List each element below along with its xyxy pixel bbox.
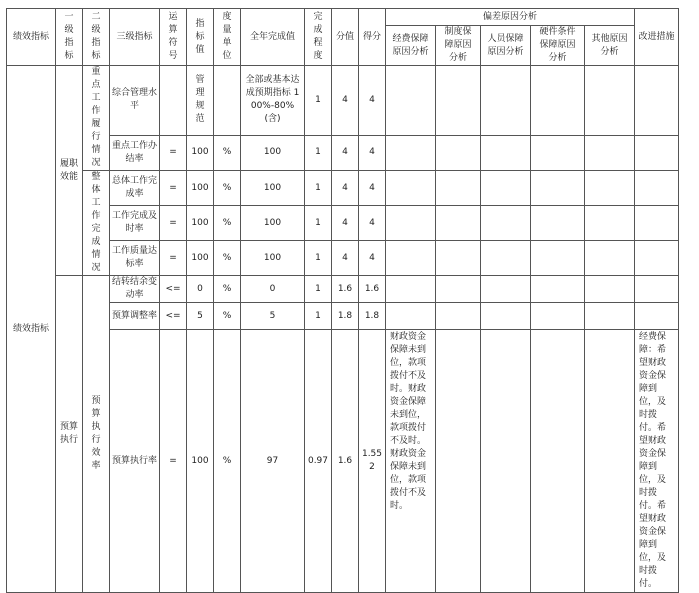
table-row	[7, 171, 679, 206]
row-dev-other	[585, 241, 635, 276]
row-dev-personnel	[481, 135, 531, 170]
row-dev-personnel	[481, 171, 531, 206]
row-degree: 1	[305, 241, 332, 276]
row-degree: 1	[305, 276, 332, 303]
row-name: 综合管理水平	[110, 66, 160, 136]
row-score: 4	[359, 206, 386, 241]
header-improvement: 改进措施	[635, 9, 679, 66]
row-value: 100	[187, 171, 214, 206]
row-dev-other	[585, 135, 635, 170]
row-dev-personnel	[481, 276, 531, 303]
row-dev-other	[585, 206, 635, 241]
row-improvement	[635, 135, 679, 170]
row-dev-personnel	[481, 330, 531, 593]
row-score-max: 1.8	[332, 303, 359, 330]
row-actual: 5	[241, 303, 305, 330]
row-operator: <=	[160, 303, 187, 330]
row-dev-system	[436, 206, 481, 241]
row-dev-other	[585, 303, 635, 330]
row-dev-funding	[386, 135, 436, 170]
row-degree: 1	[305, 66, 332, 136]
row-name: 预算执行率	[110, 330, 160, 593]
row-dev-personnel	[481, 206, 531, 241]
header-dev-personnel: 人员保障原因分析	[481, 26, 531, 66]
header-level2: 二级指标	[83, 9, 110, 66]
row-degree: 0.97	[305, 330, 332, 593]
row-actual: 100	[241, 135, 305, 170]
row-score-max: 4	[332, 135, 359, 170]
row-improvement	[635, 303, 679, 330]
row-name: 结转结余变动率	[110, 276, 160, 303]
row-score: 4	[359, 66, 386, 136]
row-operator: =	[160, 241, 187, 276]
row-score: 4	[359, 241, 386, 276]
row-operator	[160, 66, 187, 136]
header-dev-funding: 经费保障原因分析	[386, 26, 436, 66]
row-dev-funding	[386, 303, 436, 330]
row-improvement	[635, 171, 679, 206]
row-actual: 97	[241, 330, 305, 593]
row-score: 1.6	[359, 276, 386, 303]
header-level1: 一级指标	[56, 9, 83, 66]
row-dev-hardware	[531, 171, 585, 206]
row-value: 100	[187, 135, 214, 170]
row-improvement	[635, 276, 679, 303]
row-dev-personnel	[481, 303, 531, 330]
header-dev-other: 其他原因分析	[585, 26, 635, 66]
row-degree: 1	[305, 135, 332, 170]
row-unit: %	[214, 241, 241, 276]
row-unit	[214, 66, 241, 136]
row-unit: %	[214, 206, 241, 241]
row-degree: 1	[305, 171, 332, 206]
row-dev-hardware	[531, 330, 585, 593]
header-deviation-group: 偏差原因分析	[386, 9, 635, 26]
row-actual: 100	[241, 241, 305, 276]
row-name: 工作质量达标率	[110, 241, 160, 276]
row-actual: 100	[241, 206, 305, 241]
row-dev-hardware	[531, 66, 585, 136]
row-dev-funding	[386, 66, 436, 136]
row-value: 100	[187, 241, 214, 276]
header-score: 得分	[359, 9, 386, 66]
table-row	[7, 66, 679, 136]
header-unit: 度量单位	[214, 9, 241, 66]
performance-evaluation-table	[6, 8, 679, 593]
row-value: 管理规范	[187, 66, 214, 136]
header-operator: 运算符号	[160, 9, 187, 66]
row-improvement	[635, 206, 679, 241]
row-name: 预算调整率	[110, 303, 160, 330]
row-dev-funding: 财政资金保障未到位，款项拨付不及时。财政资金保障未到位，款项拨付不及时。财政资金保障未到位，款项拨付不及时。	[386, 330, 436, 593]
row-operator: =	[160, 171, 187, 206]
row-operator: =	[160, 206, 187, 241]
performance-table-sheet	[6, 8, 679, 593]
group-level1-b: 预算执行	[56, 276, 83, 593]
row-actual: 0	[241, 276, 305, 303]
row-name: 重点工作办结率	[110, 135, 160, 170]
row-name: 工作完成及时率	[110, 206, 160, 241]
row-value: 100	[187, 206, 214, 241]
row-actual: 100	[241, 171, 305, 206]
row-dev-other	[585, 330, 635, 593]
row-dev-system	[436, 66, 481, 136]
row-dev-funding	[386, 206, 436, 241]
row-dev-funding	[386, 241, 436, 276]
row-dev-other	[585, 171, 635, 206]
row-dev-system	[436, 171, 481, 206]
group-level2-c: 预算执行效率	[83, 276, 110, 593]
row-unit: %	[214, 276, 241, 303]
row-operator: <=	[160, 276, 187, 303]
row-dev-system	[436, 330, 481, 593]
row-value: 5	[187, 303, 214, 330]
row-operator: =	[160, 135, 187, 170]
row-actual: 全部或基本达成预期指标 100%-80%(含)	[241, 66, 305, 136]
row-dev-system	[436, 303, 481, 330]
header-indicator-value: 指标值	[187, 9, 214, 66]
header-score-max: 分值	[332, 9, 359, 66]
row-degree: 1	[305, 303, 332, 330]
row-score-max: 1.6	[332, 276, 359, 303]
row-score-max: 4	[332, 66, 359, 136]
row-dev-funding	[386, 276, 436, 303]
row-improvement	[635, 66, 679, 136]
row-improvement: 经费保障：希望财政资金保障到位，及时拨付。希望财政资金保障到位，及时拨付。希望财政资金保障到位，及时拨付。	[635, 330, 679, 593]
row-score-max: 4	[332, 241, 359, 276]
row-improvement	[635, 241, 679, 276]
row-dev-hardware	[531, 276, 585, 303]
row-score-max: 1.6	[332, 330, 359, 593]
row-dev-personnel	[481, 241, 531, 276]
header-perf-indicator: 绩效指标	[7, 9, 56, 66]
row-dev-hardware	[531, 206, 585, 241]
group-level2-a: 重点工作履行情况	[83, 66, 110, 171]
group-level1-a: 履职效能	[56, 66, 83, 276]
row-name: 总体工作完成率	[110, 171, 160, 206]
group-level2-b: 整体工作完成情况	[83, 171, 110, 276]
row-dev-personnel	[481, 66, 531, 136]
row-value: 100	[187, 330, 214, 593]
header-dev-system: 制度保障原因分析	[436, 26, 481, 66]
row-value: 0	[187, 276, 214, 303]
group-perf: 绩效指标	[7, 66, 56, 593]
row-dev-system	[436, 276, 481, 303]
row-dev-hardware	[531, 241, 585, 276]
row-degree: 1	[305, 206, 332, 241]
header-dev-hardware: 硬件条件保障原因分析	[531, 26, 585, 66]
row-dev-hardware	[531, 135, 585, 170]
row-dev-system	[436, 241, 481, 276]
row-dev-other	[585, 276, 635, 303]
row-unit: %	[214, 171, 241, 206]
row-dev-system	[436, 135, 481, 170]
row-score: 1.8	[359, 303, 386, 330]
header-level3: 三级指标	[110, 9, 160, 66]
table-row	[7, 276, 679, 303]
row-unit: %	[214, 303, 241, 330]
row-dev-funding	[386, 171, 436, 206]
row-score-max: 4	[332, 206, 359, 241]
row-operator: =	[160, 330, 187, 593]
row-dev-other	[585, 66, 635, 136]
row-unit: %	[214, 135, 241, 170]
row-score: 4	[359, 135, 386, 170]
row-score: 4	[359, 171, 386, 206]
row-dev-hardware	[531, 303, 585, 330]
header-annual-value: 全年完成值	[241, 9, 305, 66]
header-completion-degree: 完成程度	[305, 9, 332, 66]
row-unit: %	[214, 330, 241, 593]
row-score: 1.552	[359, 330, 386, 593]
row-score-max: 4	[332, 171, 359, 206]
